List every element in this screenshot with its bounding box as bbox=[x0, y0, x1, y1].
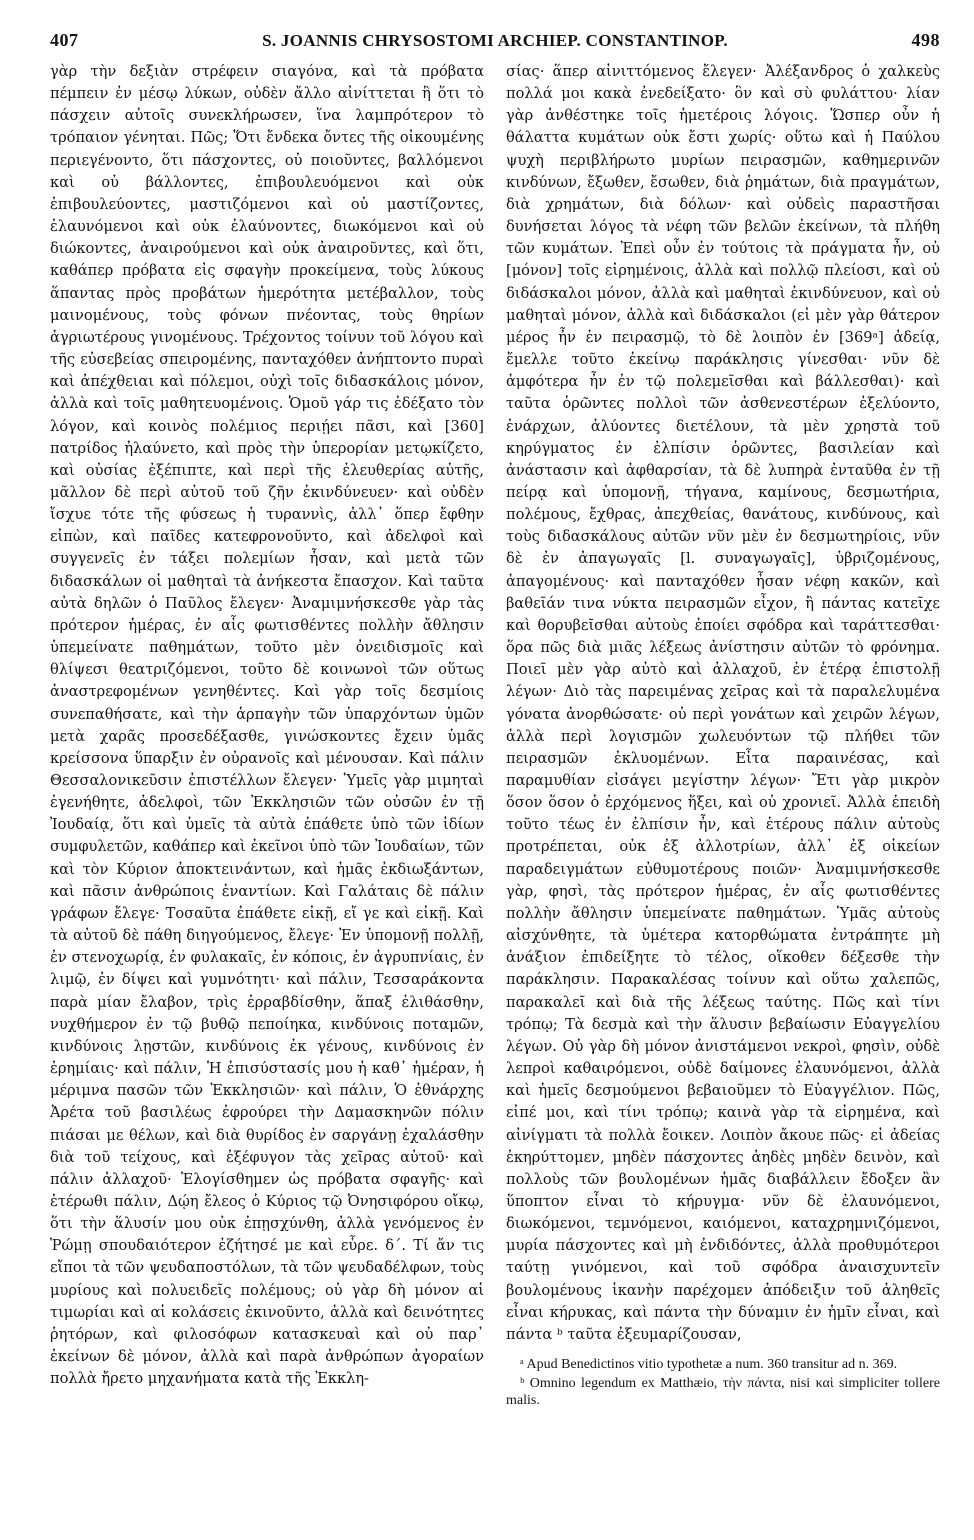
right-page-number: 498 bbox=[911, 30, 940, 50]
left-column-text: γὰρ τὴν δεξιὰν στρέφειν σιαγόνα, καὶ τὰ πρόβατα πέμπειν ἐν μέσῳ λύκων, οὐδὲν ἄλλο αἰνίττεται ἢ ὅτι τὸ πάσχειν αὐτοῖς συνεκλήρωσεν, ἵνα λαμπρότερον τὸ τρόπαιον γένηται. Πῶς; Ὅτι ἔνδεκα ὄντες τῆς οἰκουμένης περιεγένοντο, ὅτι πάσχοντες, οὐ ποιοῦντες, βαλλόμενοι καὶ οὐ βάλλοντες, ἐπιβουλευόμενοι καὶ οὐκ ἐπιβουλεύοντες, μαστιζόμενοι καὶ οὐ μαστίζοντες, ἐλαυνόμενοι καὶ οὐκ ἐλαύνοντες, διωκόμενοι καὶ οὐ διώκοντες, ἀναιρούμενοι καὶ οὐκ ἀναιροῦντες, καὶ ὅτι, καθάπερ πρόβατα εἰς σφαγὴν προκείμενα, τοὺς λύκους ἅπαντας πρὸς προβάτων ἡμερότητα μετέβαλλον, τοὺς μαινομένους, τοὺς φόνων πνέοντας, τοὺς θηρίων ἀγριωτέρους γινομένους. Τρέχοντος τοίνυν τοῦ λόγου καὶ τῆς εὐσεβείας σπειρομένης, πανταχόθεν ἀνήπτοντο πυραὶ καὶ ἀπέχθειαι καὶ πόλεμοι, οὐχὶ τοῖς διδασκάλοις μόνον, ἀλλὰ καὶ τοῖς μαθητευομένοις. Ὁμοῦ γάρ τις ἐδέξατο τὸν λόγον, καὶ κοινὸς πολέμιος περιῄει πᾶσι, καὶ [360] πατρίδος ἠλαύνετο, καὶ πρὸς τὴν ὑπερορίαν μετῳκίζετο, καὶ οὐσίας ἐξέπιπτε, καὶ περὶ τῆς ἐλευθερίας αὐτῆς, μᾶλλον δὲ περὶ αὐτοῦ τοῦ ζῆν ἐκινδύνευεν· καὶ οὐδὲν ἴσχυε τότε τῆς φύσεως ἡ τυραννὶς, ἀλλ᾽ ὅπερ ἔφθην εἰπὼν, καὶ παῖδες κατεφρονοῦντο, καὶ ἀδελφοὶ καὶ συγγενεῖς ἐν τάξει πολεμίων ἦσαν, καὶ μετὰ τῶν διδασκάλων οἱ μαθηταὶ τὰ ἀνήκεστα ἔπασχον. Καὶ ταῦτα αὐτὰ δηλῶν ὁ Παῦλος ἔλεγεν· Ἀναμιμνήσκεσθε γὰρ τὰς πρότερον ἡμέρας, ἐν αἷς φωτισθέντες πολλὴν ἄθλησιν ὑπεμείνατε παθημάτων, τοῦτο μὲν ὀνειδισμοῖς καὶ θλίψεσι θεατριζόμενοι, τοῦτο δὲ κοινωνοὶ τῶν οὕτως ἀναστρεφομένων γενηθέντες. Καὶ γὰρ τοῖς δεσμίοις συνεπαθήσατε, καὶ τὴν ἁρπαγὴν τῶν ὑπαρχόντων ὑμῶν μετὰ χαρᾶς προσεδέξασθε, γινώσκοντες ἔχειν ὑμᾶς κρείσσονα ὕπαρξιν ἐν οὐρανοῖς καὶ μένουσαν. Καὶ πάλιν Θεσσαλονικεῦσιν ἐπιστέλλων ἔλεγεν· Ὑμεῖς γὰρ μιμηταὶ ἐγενήθητε, ἀδελφοὶ, τῶν Ἐκκλησιῶν τῶν οὐσῶν ἐν τῇ Ἰουδαίᾳ, ὅτι καὶ ὑμεῖς τὰ αὐτὰ ἐπάθετε ὑπὸ τῶν ἰδίων συμφυλετῶν, καθάπερ καὶ ἐκεῖνοι ὑπὸ τῶν Ἰουδαίων, τῶν καὶ τὸν Κύριον ἀποκτεινάντων, καὶ ἡμᾶς ἐκδιωξάντων, καὶ πᾶσιν ἀνθρώποις ἐναντίων. Καὶ Γαλάταις δὲ πάλιν γράφων ἔλεγε· Τοσαῦτα ἐπάθετε εἰκῇ, εἴ γε καὶ εἰκῇ. Καὶ τὰ αὐτοῦ δὲ πάθη διηγούμενος, ἔλεγε· Ἐν ὑπομονῇ πολλῇ, ἐν στενοχωρίᾳ, ἐν φυλακαῖς, ἐν κόποις, ἐν ἀγρυπνίαις, ἐν λιμῷ, ἐν δίψει καὶ γυμνότητι· καὶ πάλιν, Τεσσαράκοντα παρὰ μίαν ἔλαβον, τρὶς ἐρραβδίσθην, ἅπαξ ἐλιθάσθην, νυχθήμερον ἐν τῷ βυθῷ πεποίηκα, κινδύνοις ποταμῶν, κινδύνοις λῃστῶν, κινδύνοις ἐκ γένους, κινδύνοις ἐν ἐρημίαις· καὶ πάλιν, Ἡ ἐπισύστασίς μου ἡ καθ᾽ ἡμέραν, ἡ μέριμνα πασῶν τῶν Ἐκκλησιῶν· καὶ πάλιν, Ὁ ἐθνάρχης Ἀρέτα τοῦ βασιλέως ἐφρούρει τὴν Δαμασκηνῶν πόλιν πιάσαι με θέλων, καὶ διὰ θυρίδος ἐν σαργάνῃ ἐχαλάσθην διὰ τοῦ τείχους, καὶ ἐξέφυγον τὰς χεῖρας αὐτοῦ· καὶ πάλιν ἀλλαχοῦ· Ἐλογίσθημεν ὡς πρόβατα σφαγῆς· καὶ ἑτέρωθι πάλιν, Δῴη ἔλεος ὁ Κύριος τῷ Ὀνησιφόρου οἴκῳ, ὅτι τὴν ἅλυσίν μου οὐκ ἐπῃσχύνθη, ἀλλὰ γενόμενος ἐν Ῥώμῃ σπουδαιότερον ἐζήτησέ με καὶ εὗρε. δ´. Τί ἄν τις εἴποι τὰ τῶν ψευδαποστόλων, τὰ τῶν ψευδαδέλφων, τοὺς μυρίους καὶ πολυειδεῖς πολέμους; οὐ γὰρ δὴ μόνον αἱ τιμωρίαι καὶ αἱ κολάσεις ἐκινοῦντο, ἀλλὰ καὶ δεινότητες ῥητόρων, καὶ φιλοσόφων κατασκευαὶ καὶ οὐ παρ᾽ ἐκείνων δὲ μόνον, ἀλλὰ καὶ παρὰ ἀνθρώπων ἀγοραίων πολλὰ ἤρετο μηχανήματα κατὰ τῆς Ἐκκλη- bbox=[50, 63, 484, 1388]
left-column bbox=[50, 61, 484, 1411]
right-column bbox=[506, 61, 940, 1411]
footnote-b: ᵇ Omnino legendum ex Matthæio, τὴν πάντα, nisi καὶ simpliciter tollere malis. bbox=[506, 1376, 940, 1409]
right-column-text: σίας· ἅπερ αἰνιττόμενος ἔλεγεν· Ἀλέξανδρος ὁ χαλκεὺς πολλά μοι κακὰ ἐνεδείξατο· ὃν καὶ σὺ φυλάττου· λίαν γὰρ ἀνθέστηκε τοῖς ἡμετέροις λόγοις. Ὥσπερ οὖν ἡ θάλαττα κυμάτων οὐκ ἔστι χωρίς· οὕτω καὶ ἡ Παύλου ψυχὴ περιβλήρωτο μυρίων πειρασμῶν, καθημερινῶν κινδύνων, ἔξωθεν, ἔσωθεν, διὰ ῥημάτων, διὰ πραγμάτων, διὰ χρημάτων, διὰ δόλων· καὶ οὐδεὶς παραστῆσαι δυνήσεται λόγος τὰ νέφη τῶν βελῶν ἐκείνων, τὰ πλήθη τῶν κυμάτων. Ἐπεὶ οὖν ἐν τούτοις τὰ πράγματα ἦν, οὐ [μόνον] τοῖς εἰρημένοις, ἀλλὰ καὶ πολλῷ πλείοσι, καὶ οὐ διδάσκαλοι μόνον, ἀλλὰ καὶ μαθηταὶ ἐκινδύνευον, καὶ οὐ μαθηταὶ μόνον, ἀλλὰ καὶ διδάσκαλοι (εἰ μὲν γὰρ θάτερον μέρος ἦν ἐν πειρασμῷ, τὸ δὲ λοιπὸν ἐν [369ᵃ] ἀδείᾳ, ἔμελλε τοῦτο ἐκείνῳ παράκλησις γίνεσθαι· νῦν δὲ ἀμφότερα ἦν ἐν τῷ πολεμεῖσθαι καὶ βάλλεσθαι)· καὶ ταῦτα ὁρῶντες πολλοὶ τῶν ἀσθενεστέρων ἐξελύοντο, ἐνάρχων, ἀλύοντες διετέλουν, τὰ μὲν χρηστὰ τοῦ κηρύγματος ἐν ἐλπίσιν ὁρῶντες, βασιλείαν καὶ ἀνάστασιν καὶ ἀφθαρσίαν, τὰ δὲ λυπηρὰ ἐνταῦθα ἐν τῇ πείρᾳ καὶ ὑπομονῇ, τήγανα, καμίνους, δεσμωτήρια, πολέμους, ἔχθρας, ἀπεχθείας, θανάτους, κινδύνους, καὶ τοὺς διδασκάλους αὐτῶν νῦν μὲν ἐν δεσμωτηρίοις, νῦν δὲ ἐν ἀπαγωγαῖς [l. συναγωγαῖς], ὑβριζομένους, ἀπαγομένους· καὶ πανταχόθεν ἦσαν νέφη κακῶν, καὶ βαθεῖάν τινα νύκτα πειρασμῶν εἶχον, ἢ πάντας κατεῖχε καὶ θορυβεῖσθαι αὐτοὺς ἐποίει σφόδρα καὶ ταράττεσθαι· ὅρα πῶς διὰ μιᾶς λέξεως ἀνίστησιν αὐτῶν τὸ φρόνημα. Ποιεῖ μὲν γὰρ αὐτὸ καὶ ἀλλαχοῦ, ἐν ἑτέρᾳ ἐπιστολῇ λέγων· Διὸ τὰς παρειμένας χεῖρας καὶ τὰ παραλελυμένα γόνατα ἀνορθώσατε· οὐ περὶ γονάτων καὶ χειρῶν λέγων, ἀλλὰ περὶ λογισμῶν χωλευόντων τῷ πλήθει τῶν πειρασμῶν ἐκλυομένων. Εἶτα παραινέσας, καὶ παραμυθίαν εἰσάγει μεγίστην λέγων· Ἔτι γὰρ μικρὸν ὅσον ὅσον ὁ ἐρχόμενος ἥξει, καὶ οὐ χρονιεῖ. Ἀλλὰ ἐπειδὴ τοῦτο τέως ἐν ἐλπίσιν ἦν, καὶ ἑτέρους πάλιν αὐτοὺς προτρέπεται, οὐκ ἐξ ἀλλοτρίων, ἀλλ᾽ ἐξ οἰκείων παραδειγμάτων εὐθυμοτέρους ποιῶν· Ἀναμιμνήσκεσθε γὰρ, φησὶ, τὰς πρότερον ἡμέρας, ἐν αἷς φωτισθέντες πολλὴν ἄθλησιν ὑπεμείνατε παθημάτων. Ὑμᾶς αὐτοὺς αἰσχύνθητε, τὰ ὑμέτερα κατορθώματα ἐντράπητε μὴ ἀνάξιον ἐπιδείξητε τὸ τέλος, οἵκοθεν δέξεσθε τὴν παράκλησιν. Παρακαλέσας τοίνυν καὶ οὕτω χαλεπῶς, παρακαλεῖ καὶ διὰ τῆς λέξεως ταύτης. Πῶς καὶ τίνι τρόπῳ; Τὰ δεσμὰ καὶ τὴν ἅλυσιν βεβαίωσιν Εὐαγγελίου λέγων. Οὐ γὰρ δὴ μόνον ἀνιστάμενοι νεκροὶ, φησὶν, οὐδὲ λεπροὶ καθαιρόμενοι, οὐδὲ δαίμονες ἐλαυνόμενοι, ἀλλὰ καὶ ἡμεῖς δεσμούμενοι βεβαιοῦμεν τὸ Εὐαγγέλιον. Πῶς, εἰπέ μοι, καὶ τίνι τρόπῳ; καινὰ γὰρ τὰ εἰρημένα, καὶ αἰνίγματι τὰ πολλὰ ἔοικεν. Λοιπὸν ἄκουε πῶς· εἰ ἀδείας ἐκηρύττομεν, μηδὲν πάσχοντες ἀηδὲς μηδὲν δεινὸν, καὶ πολλοὺς τῶν βουλομένων ἡμᾶς διαβάλλειν ἔδοξεν ἂν ὕποπτον εἶναι τὸ κήρυγμα· νῦν δὲ ἐλαυνόμενοι, διωκόμενοι, τεμνόμενοι, καιόμενοι, καταχρημνιζόμενοι, μυρία πάσχοντες καὶ μὴ ἐνδιδόντες, ἀλλὰ προθυμότεροι ταύτῃ γινόμενοι, καὶ τοῦ σφόδρα ἀναισχυντεῖν βουλομένους ἱκανὴν παρέχομεν ἀπόδειξιν τοῦ ἀληθεῖς εἶναι κήρυκας, καὶ πάντα τὴν δύναμιν ἐν ἡμῖν εἶναι, καὶ πάντα ᵇ ταῦτα ἐξευμαρίζουσαν, bbox=[506, 63, 940, 1343]
running-head bbox=[50, 30, 940, 55]
two-column-body bbox=[50, 61, 940, 1411]
running-title: S. JOANNIS CHRYSOSTOMI ARCHIEP. CONSTANTINOP. bbox=[262, 31, 728, 50]
left-page-number: 407 bbox=[50, 30, 79, 50]
footnotes bbox=[506, 1356, 940, 1409]
footnote-a: ᵃ Apud Benedictinos vitio typothetæ a num. 360 transitur ad n. 369. bbox=[520, 1357, 898, 1373]
